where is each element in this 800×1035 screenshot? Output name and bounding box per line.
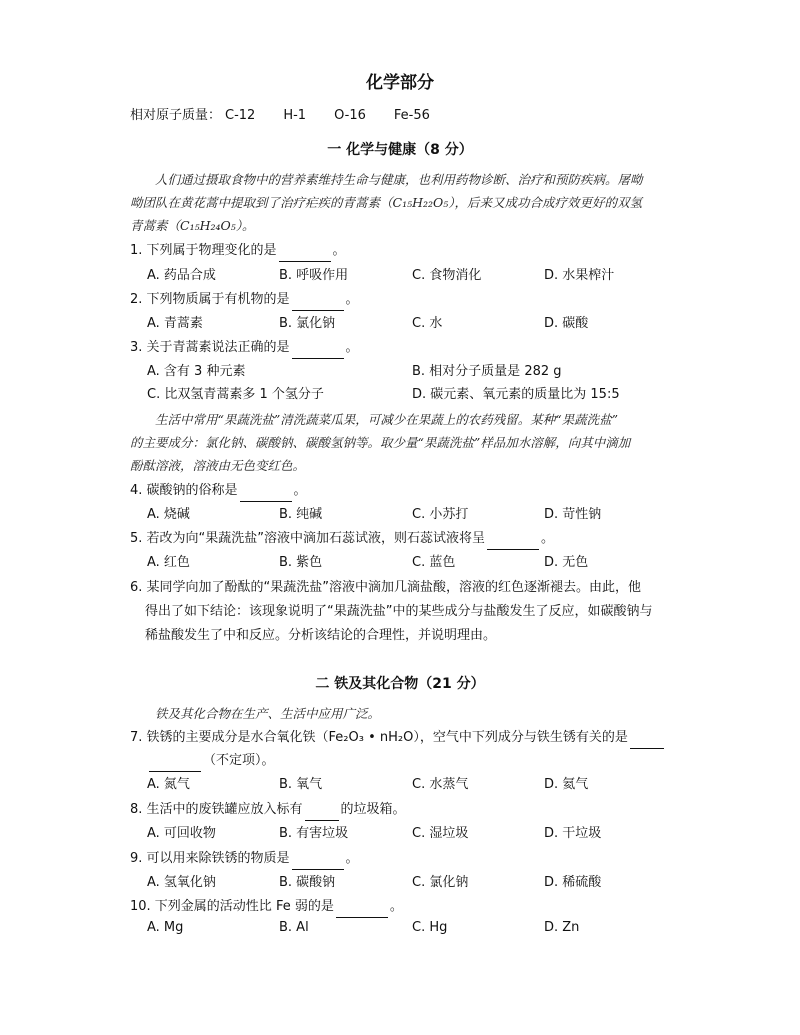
atomic-mass-item: H-1	[283, 108, 307, 123]
option-d[interactable]: D. 无色	[544, 555, 589, 570]
option-c[interactable]: C. 水	[412, 316, 443, 331]
section1-intro2	[130, 408, 665, 477]
question-text: （不定项）。	[203, 753, 275, 768]
atomic-mass-item: Fe-56	[393, 108, 430, 123]
question-7-options	[147, 774, 687, 796]
option-c[interactable]: C. 湿垃圾	[412, 826, 469, 841]
option-d[interactable]: D. 碳酸	[544, 316, 589, 331]
question-text: 5. 若改为向“果蔬洗盐”溶液中滴加石蕊试液，则石蕊试液将呈	[130, 531, 486, 546]
section1-heading: 一 化学与健康（8 分）	[327, 142, 473, 158]
option-c[interactable]: C. 水蒸气	[412, 777, 469, 792]
option-d[interactable]: D. 碳元素、氧元素的质量比为 15:5	[412, 387, 620, 402]
question-3	[130, 337, 670, 359]
option-a[interactable]: A. 氢氧化钠	[147, 875, 216, 890]
intro-line: 生活中常用“果蔬洗盐”清洗蔬菜瓜果，可减少在果蔬上的农药残留。某种“果蔬洗盐”	[155, 412, 619, 427]
question-5-options	[147, 552, 687, 574]
option-b[interactable]: B. 氯化钠	[279, 316, 336, 331]
option-d[interactable]: D. 水果榨汁	[544, 268, 615, 283]
option-a[interactable]: A. 氮气	[147, 777, 190, 792]
option-c[interactable]: C. 蓝色	[412, 555, 456, 570]
question-1-options	[147, 265, 687, 287]
question-4	[130, 480, 670, 502]
answer-blank[interactable]	[336, 903, 388, 918]
question-2	[130, 289, 670, 311]
question-7	[130, 727, 670, 749]
question-8	[130, 799, 670, 821]
option-b[interactable]: B. 相对分子质量是 282 g	[412, 364, 562, 379]
section2-heading: 二 铁及其化合物（21 分）	[315, 676, 485, 692]
intro-line: 铁及其化合物在生产、生活中应用广泛。	[155, 706, 381, 721]
answer-blank[interactable]	[292, 296, 344, 311]
question-4-options	[147, 504, 687, 526]
option-c[interactable]: C. 小苏打	[412, 507, 469, 522]
option-c[interactable]: C. Hg	[412, 920, 448, 935]
atomic-masses-label: 相对原子质量：	[130, 108, 222, 123]
option-b[interactable]: B. 碳酸钠	[279, 875, 336, 890]
question-end: 。	[389, 899, 403, 914]
question-8-options	[147, 823, 687, 845]
question-end: 。	[293, 483, 307, 498]
question-1	[130, 240, 670, 262]
question-2-options	[147, 313, 687, 335]
question-end: 。	[345, 292, 359, 307]
question-9-options	[147, 872, 687, 894]
answer-blank[interactable]	[279, 247, 331, 262]
option-a[interactable]: A. 青蒿素	[147, 316, 203, 331]
question-end: 的垃圾箱。	[340, 802, 406, 817]
option-a[interactable]: A. 红色	[147, 555, 190, 570]
question-3-options-row1	[147, 361, 687, 383]
question-5	[130, 528, 670, 550]
option-a[interactable]: A. Mg	[147, 920, 184, 935]
option-c[interactable]: C. 氯化钠	[412, 875, 469, 890]
question-9	[130, 848, 670, 870]
intro-line: 酚酞溶液，溶液由无色变红色。	[130, 458, 306, 473]
option-d[interactable]: D. 氦气	[544, 777, 589, 792]
answer-blank[interactable]	[305, 806, 339, 821]
question-end: 。	[541, 531, 555, 546]
answer-blank[interactable]	[149, 757, 201, 772]
question-text: 得出了如下结论：该现象说明了“果蔬洗盐”中的某些成分与盐酸发生了反应，如碳酸钠与	[145, 604, 653, 619]
option-a[interactable]: A. 含有 3 种元素	[147, 364, 246, 379]
answer-blank[interactable]	[292, 344, 344, 359]
option-b[interactable]: B. 氧气	[279, 777, 323, 792]
option-b[interactable]: B. 有害垃圾	[279, 826, 349, 841]
question-text: 3. 关于青蒿素说法正确的是	[130, 340, 290, 355]
question-text: 1. 下列属于物理变化的是	[130, 243, 277, 258]
section1-intro	[130, 168, 665, 237]
question-text: 9. 可以用来除铁锈的物质是	[130, 851, 290, 866]
intro-line: 青蒿素（C₁₅H₂₄O₅）。	[130, 218, 255, 233]
question-text: 2. 下列物质属于有机物的是	[130, 292, 290, 307]
option-d[interactable]: D. Zn	[544, 920, 580, 935]
option-b[interactable]: B. 紫色	[279, 555, 323, 570]
option-b[interactable]: B. 纯碱	[279, 507, 323, 522]
option-a[interactable]: A. 可回收物	[147, 826, 216, 841]
question-3-options-row2	[147, 384, 687, 406]
question-6	[130, 576, 670, 648]
atomic-mass-item: O-16	[334, 108, 366, 123]
answer-blank[interactable]	[240, 487, 292, 502]
question-end: 。	[332, 243, 346, 258]
option-b[interactable]: B. Al	[279, 920, 309, 935]
answer-blank[interactable]	[630, 734, 664, 749]
option-a[interactable]: A. 烧碱	[147, 507, 190, 522]
question-10-options	[147, 917, 687, 939]
option-c[interactable]: C. 食物消化	[412, 268, 482, 283]
intro-line: 呦团队在黄花蒿中提取到了治疗疟疾的青蒿素（C₁₅H₂₂O₅），后来又成功合成疗效更好的双氢	[130, 195, 643, 210]
option-a[interactable]: A. 药品合成	[147, 268, 216, 283]
option-c[interactable]: C. 比双氢青蒿素多 1 个氢分子	[147, 387, 324, 402]
atomic-masses	[130, 104, 458, 123]
question-text: 4. 碳酸钠的俗称是	[130, 483, 238, 498]
option-d[interactable]: D. 干垃圾	[544, 826, 602, 841]
question-text: 7. 铁锈的主要成分是水合氧化铁（Fe₂O₃ • nH₂O），空气中下列成分与铁生锈有关的是	[130, 730, 628, 745]
question-10	[130, 896, 670, 918]
question-end: 。	[345, 340, 359, 355]
option-d[interactable]: D. 苛性钠	[544, 507, 602, 522]
option-d[interactable]: D. 稀硫酸	[544, 875, 602, 890]
page-title: 化学部分	[366, 73, 434, 93]
question-text: 10. 下列金属的活动性比 Fe 弱的是	[130, 899, 334, 914]
atomic-mass-item: C-12	[225, 108, 256, 123]
question-text: 6. 某同学向加了酚酞的“果蔬洗盐”溶液中滴加几滴盐酸，溶液的红色逐渐褪去。由此，他	[130, 580, 642, 595]
question-end: 。	[345, 851, 359, 866]
answer-blank[interactable]	[292, 855, 344, 870]
answer-blank[interactable]	[487, 535, 539, 550]
option-b[interactable]: B. 呼吸作用	[279, 268, 349, 283]
question-text: 稀盐酸发生了中和反应。分析该结论的合理性，并说明理由。	[145, 628, 497, 643]
intro-line: 人们通过摄取食物中的营养素维持生命与健康，也利用药物诊断、治疗和预防疾病。屠呦	[155, 172, 643, 187]
section2-intro	[130, 702, 665, 725]
intro-line: 的主要成分：氯化钠、碳酸钠、碳酸氢钠等。取少量“果蔬洗盐”样品加水溶解，向其中滴加	[130, 435, 631, 450]
question-text: 8. 生活中的废铁罐应放入标有	[130, 802, 303, 817]
question-7-cont	[147, 750, 687, 772]
